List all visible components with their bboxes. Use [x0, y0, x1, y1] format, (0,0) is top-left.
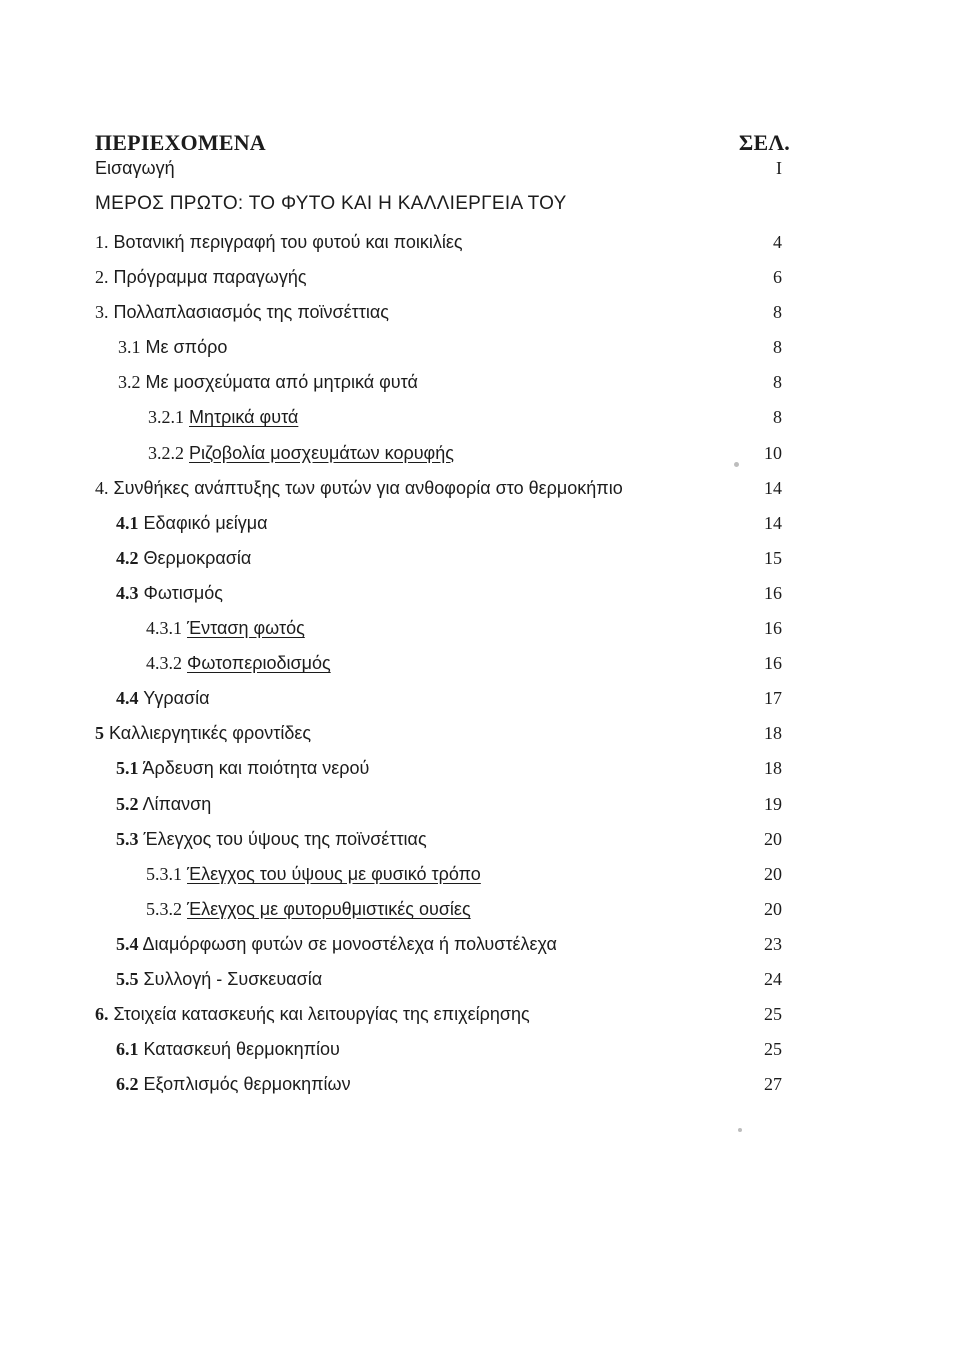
toc-entry	[0, 719, 960, 754]
toc-entry-page: 20	[764, 828, 782, 849]
toc-entry	[0, 544, 960, 579]
toc-entry-label: 6.2 Εξοπλισμός θερμοκηπίων	[116, 1074, 351, 1095]
toc-entry-page: 8	[773, 407, 782, 428]
toc-entry-label: 5.4 Διαμόρφωση φυτών σε μονοστέλεχα ή πολυστέλεχα	[116, 933, 557, 954]
page-title: ΠΕΡΙΕΧΟΜΕΝΑ	[95, 130, 266, 155]
toc-entry-page: 10	[764, 442, 782, 463]
toc-entry	[0, 474, 960, 509]
toc-entry	[0, 1070, 960, 1105]
scan-speck	[734, 462, 739, 467]
toc-entry	[0, 403, 960, 438]
toc-list	[0, 228, 960, 1105]
toc-entry-page: 17	[764, 688, 782, 709]
toc-entry-label: 5.3.2 Έλεγχος με φυτορυθμιστικές ουσίες	[146, 898, 471, 919]
part-heading: ΜΕΡΟΣ ΠΡΩΤΟ: ΤΟ ΦΥΤΟ ΚΑΙ Η ΚΑΛΛΙΕΡΓΕΙΑ ΤΟΥ	[95, 193, 567, 214]
toc-entry	[0, 930, 960, 965]
toc-entry-page: 8	[773, 337, 782, 358]
toc-entry-page: 18	[764, 723, 782, 744]
toc-entry-label: 4.2 Θερμοκρασία	[116, 547, 252, 568]
toc-entry-label: 6. Στοιχεία κατασκευής και λειτουργίας της επιχείρησης	[95, 1004, 530, 1025]
toc-entry-page: 27	[764, 1074, 782, 1095]
toc-entry	[0, 614, 960, 649]
toc-entry-label: 4.3.1 Ένταση φωτός	[146, 618, 305, 639]
toc-entry-label: 2. Πρόγραμμα παραγωγής	[95, 267, 307, 288]
toc-entry-page: 23	[764, 933, 782, 954]
toc-entry-label: 3.2.1 Μητρικά φυτά	[148, 407, 299, 428]
toc-entry-page: 16	[764, 618, 782, 639]
toc-entry-label: 4.1 Εδαφικό μείγμα	[116, 512, 268, 533]
toc-entry	[0, 509, 960, 544]
toc-entry	[0, 895, 960, 930]
toc-entry-label: 1. Βοτανική περιγραφή του φυτού και ποικιλίες	[95, 232, 463, 252]
toc-entry-label: 4. Συνθήκες ανάπτυξης των φυτών για ανθοφορία στο θερμοκήπιο	[95, 477, 623, 498]
toc-entry-label: 3. Πολλαπλασιασμός της ποϊνσέττιας	[95, 302, 389, 323]
toc-entry-label: 5.3 Έλεγχος του ύψους της ποϊνσέττιας	[116, 828, 427, 849]
toc-entry-page: 25	[764, 1039, 782, 1060]
toc-entry-label: 3.1 Με σπόρο	[118, 337, 228, 358]
toc-entry	[0, 684, 960, 719]
toc-entry-page: 4	[773, 232, 782, 252]
toc-entry	[0, 298, 960, 333]
toc-entry	[0, 439, 960, 474]
toc-entry	[0, 1000, 960, 1035]
toc-entry-label: 4.4 Υγρασία	[116, 688, 210, 709]
toc-entry-page: 14	[764, 512, 782, 533]
toc-entry-label: 5.5 Συλλογή - Συσκευασία	[116, 968, 323, 989]
toc-entry-page: 16	[764, 653, 782, 674]
toc-entry-intro	[95, 158, 782, 179]
toc-entry-label: 5 Καλλιεργητικές φροντίδες	[95, 723, 312, 744]
toc-entry-page: 14	[764, 477, 782, 498]
toc-entry-page: 18	[764, 758, 782, 779]
toc-entry	[0, 825, 960, 860]
toc-entry-page: 15	[764, 547, 782, 568]
toc-entry	[0, 263, 960, 298]
toc-entry	[0, 333, 960, 368]
toc-entry-label: 4.3.2 Φωτοπεριοδισμός	[146, 653, 331, 674]
toc-entry-page: I	[776, 158, 782, 178]
toc-entry-label: 5.3.1 Έλεγχος του ύψους με φυσικό τρόπο	[146, 863, 481, 884]
toc-entry-label: 5.1 Άρδευση και ποιότητα νερού	[116, 758, 370, 779]
toc-entry	[0, 368, 960, 403]
toc-entry-label: 6.1 Κατασκευή θερμοκηπίου	[116, 1039, 340, 1060]
toc-entry-label: 4.3 Φωτισμός	[116, 582, 223, 603]
toc-entry	[0, 754, 960, 789]
toc-entry-label: 5.2 Λίπανση	[116, 793, 212, 814]
toc-entry-page: 25	[764, 1004, 782, 1025]
toc-entry-page: 20	[764, 863, 782, 884]
toc-entry-page: 8	[773, 372, 782, 393]
toc-entry-page: 16	[764, 582, 782, 603]
page-column-heading: ΣΕΛ.	[738, 130, 790, 155]
toc-header	[95, 130, 790, 156]
toc-entry-page: 6	[773, 267, 782, 288]
toc-entry	[0, 1035, 960, 1070]
toc-entry-label: 3.2.2 Ριζοβολία μοσχευμάτων κορυφής	[148, 442, 454, 463]
toc-entry-page: 19	[764, 793, 782, 814]
toc-entry	[0, 649, 960, 684]
scan-speck	[738, 1128, 742, 1132]
toc-entry	[0, 228, 960, 263]
toc-entry	[0, 860, 960, 895]
toc-entry-page: 20	[764, 898, 782, 919]
toc-entry	[0, 790, 960, 825]
toc-entry-page: 24	[764, 968, 782, 989]
toc-entry-label: 3.2 Με μοσχεύματα από μητρικά φυτά	[118, 372, 418, 393]
toc-entry	[0, 965, 960, 1000]
toc-entry	[0, 579, 960, 614]
toc-entry-label: Εισαγωγή	[95, 158, 175, 178]
toc-entry-page: 8	[773, 302, 782, 323]
